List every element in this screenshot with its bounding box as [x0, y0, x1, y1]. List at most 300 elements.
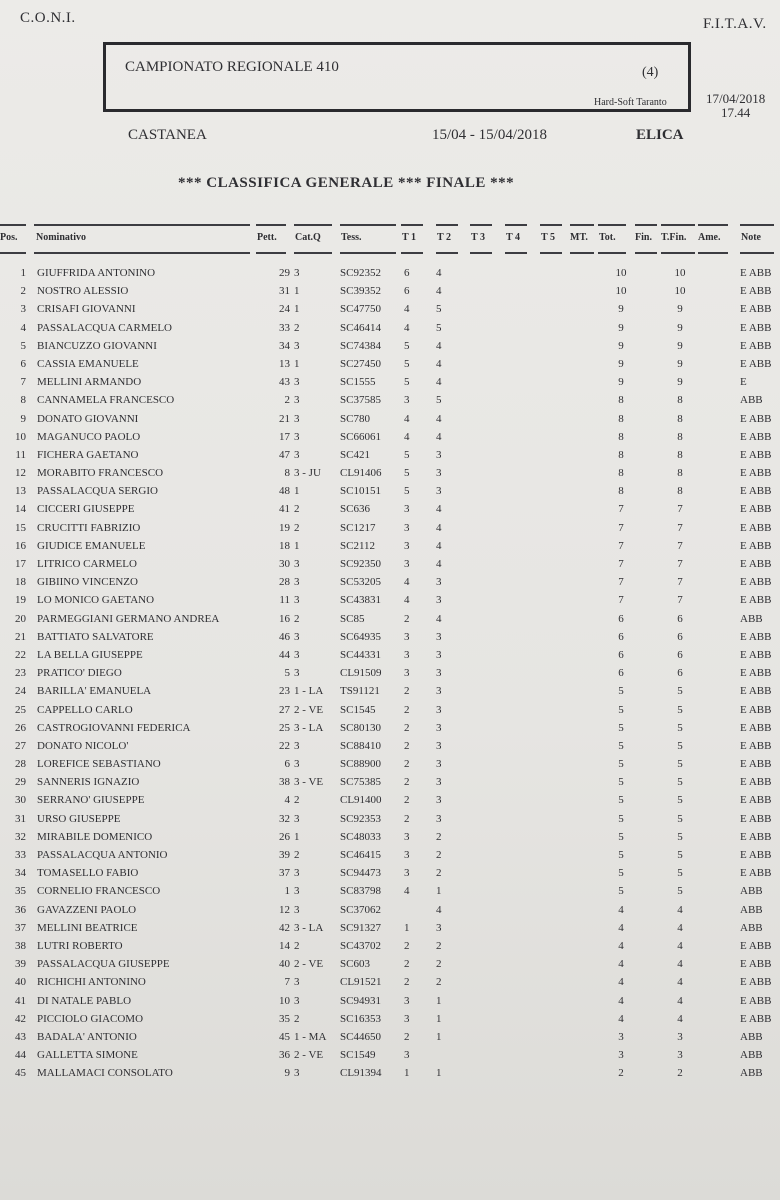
row-bib: 6	[284, 758, 290, 771]
results-table	[0, 264, 780, 1082]
row-position: 9	[20, 412, 26, 425]
row-t1: 2	[404, 939, 410, 952]
table-row	[0, 1064, 780, 1082]
row-bib: 10	[279, 994, 290, 1007]
row-bib: 22	[279, 739, 290, 752]
row-category: 3	[294, 667, 300, 680]
row-t1: 2	[404, 794, 410, 807]
row-bib: 32	[279, 812, 290, 825]
row-final-total: 4	[677, 958, 683, 971]
col-note: Note	[741, 232, 761, 243]
row-t1: 2	[404, 812, 410, 825]
row-license: SC16353	[340, 1012, 381, 1025]
row-name: DI NATALE PABLO	[37, 994, 132, 1007]
row-final-total: 8	[677, 394, 683, 407]
row-note: E ABB	[740, 485, 772, 498]
row-name: CASTROGIOVANNI FEDERICA	[37, 721, 191, 734]
row-note: E ABB	[740, 758, 772, 771]
print-timestamp	[706, 92, 765, 120]
row-category: 3	[294, 267, 300, 279]
row-bib: 2	[284, 394, 290, 407]
row-total: 10	[615, 285, 627, 298]
row-license: TS91121	[340, 685, 380, 698]
table-row	[0, 992, 780, 1010]
row-t2: 1	[436, 994, 442, 1007]
row-name: CICCERI GIUSEPPE	[37, 503, 135, 516]
row-category: 3	[294, 648, 300, 661]
row-bib: 41	[279, 503, 290, 516]
rule-top	[294, 224, 332, 226]
row-position: 43	[15, 1030, 26, 1043]
row-final-total: 5	[677, 885, 683, 898]
row-t2: 3	[436, 448, 442, 461]
row-name: GALLETTA SIMONE	[37, 1049, 138, 1062]
row-position: 18	[15, 576, 26, 589]
rule-bottom	[661, 252, 695, 254]
row-final-total: 9	[677, 303, 683, 316]
rule-bottom	[635, 252, 657, 254]
row-t1: 3	[404, 1049, 410, 1062]
row-bib: 12	[279, 903, 290, 916]
row-total: 9	[618, 339, 624, 352]
row-t1: 5	[404, 339, 410, 352]
row-note: ABB	[740, 903, 763, 916]
row-category: 3	[294, 1067, 300, 1080]
row-bib: 33	[279, 321, 290, 334]
date-range: 15/04 - 15/04/2018	[432, 127, 547, 143]
table-row	[0, 282, 780, 300]
row-license: SC92350	[340, 558, 381, 570]
row-position: 11	[15, 448, 26, 461]
rule-bottom	[436, 252, 458, 254]
row-t1: 4	[404, 303, 410, 316]
row-position: 21	[15, 630, 26, 643]
row-name: CANNAMELA FRANCESCO	[37, 394, 175, 407]
row-t1: 3	[404, 994, 410, 1007]
table-row	[0, 955, 780, 973]
row-license: SC94931	[340, 994, 381, 1007]
table-row	[0, 337, 780, 355]
row-name: MAGANUCO PAOLO	[37, 430, 141, 443]
row-license: SC1555	[340, 376, 376, 389]
row-total: 7	[618, 594, 624, 607]
row-t1: 4	[404, 576, 410, 589]
table-row	[0, 919, 780, 937]
row-position: 20	[15, 612, 26, 625]
row-final-total: 8	[677, 430, 683, 443]
row-final-total: 9	[677, 376, 683, 389]
row-total: 4	[618, 903, 624, 916]
table-row	[0, 300, 780, 318]
table-row	[0, 937, 780, 955]
row-total: 6	[618, 667, 624, 680]
row-license: SC91327	[340, 921, 381, 934]
row-license: SC27450	[340, 357, 381, 370]
row-final-total: 6	[677, 667, 683, 680]
row-license: SC10151	[340, 485, 381, 498]
row-total: 5	[618, 685, 624, 698]
col-mt: MT.	[570, 232, 588, 243]
row-t1: 4	[404, 321, 410, 334]
row-final-total: 5	[677, 776, 683, 789]
rule-bottom	[698, 252, 728, 254]
row-license: SC64935	[340, 630, 381, 643]
rule-top	[661, 224, 695, 226]
row-category: 2	[294, 521, 300, 534]
row-note: E ABB	[740, 976, 772, 989]
row-license: SC75385	[340, 776, 381, 789]
row-position: 8	[20, 394, 26, 407]
row-name: MELLINI ARMANDO	[37, 376, 142, 389]
row-final-total: 8	[677, 485, 683, 498]
row-total: 4	[618, 994, 624, 1007]
row-license: SC85	[340, 612, 365, 625]
row-name: PASSALACQUA CARMELO	[37, 321, 172, 334]
row-position: 7	[20, 376, 26, 389]
row-bib: 40	[279, 958, 290, 971]
row-note: E ABB	[740, 939, 772, 952]
row-position: 6	[20, 357, 26, 370]
table-row	[0, 882, 780, 900]
row-category: 3	[294, 903, 300, 916]
table-row	[0, 555, 780, 573]
row-name: TOMASELLO FABIO	[37, 867, 139, 880]
row-final-total: 5	[677, 812, 683, 825]
row-bib: 16	[279, 612, 290, 625]
row-note: E ABB	[740, 830, 772, 843]
row-license: CL91400	[340, 794, 382, 807]
row-position: 22	[15, 648, 26, 661]
row-final-total: 7	[677, 521, 683, 534]
row-position: 5	[20, 339, 26, 352]
row-final-total: 5	[677, 739, 683, 752]
rule-bottom	[598, 252, 626, 254]
rule-bottom	[470, 252, 492, 254]
row-note: E ABB	[740, 521, 772, 534]
row-category: 3	[294, 994, 300, 1007]
table-row	[0, 319, 780, 337]
row-total: 9	[618, 303, 624, 316]
row-final-total: 5	[677, 849, 683, 861]
col-t3: T 3	[471, 232, 485, 243]
row-t2: 2	[436, 976, 442, 989]
row-name: LUTRI ROBERTO	[37, 939, 123, 952]
col-name: Nominativo	[36, 232, 86, 243]
row-position: 15	[15, 521, 26, 534]
row-total: 9	[618, 321, 624, 334]
row-final-total: 9	[677, 357, 683, 370]
software-credit: Hard-Soft Taranto	[594, 97, 667, 108]
row-note: ABB	[740, 1049, 763, 1062]
row-total: 7	[618, 576, 624, 589]
row-t2: 4	[436, 412, 442, 425]
row-note: E ABB	[740, 430, 772, 443]
row-category: 1	[294, 539, 300, 552]
row-note: ABB	[740, 921, 763, 934]
row-position: 34	[15, 867, 26, 880]
row-bib: 17	[279, 430, 290, 443]
row-name: LITRICO CARMELO	[37, 558, 137, 570]
row-category: 2 - VE	[294, 703, 324, 716]
row-name: GIUDICE EMANUELE	[37, 539, 146, 552]
row-t2: 4	[436, 430, 442, 443]
row-t2: 3	[436, 485, 442, 498]
table-row	[0, 773, 780, 791]
row-total: 7	[618, 539, 624, 552]
row-total: 2	[618, 1067, 624, 1080]
row-category: 3	[294, 394, 300, 407]
rule-bottom	[570, 252, 594, 254]
championship-title: CAMPIONATO REGIONALE 410	[125, 59, 339, 75]
row-t2: 3	[436, 758, 442, 771]
rule-top	[340, 224, 396, 226]
row-t1: 2	[404, 758, 410, 771]
row-final-total: 4	[677, 903, 683, 916]
row-name: FICHERA GAETANO	[37, 448, 139, 461]
row-position: 17	[15, 558, 26, 570]
table-row	[0, 482, 780, 500]
row-name: CRISAFI GIOVANNI	[37, 303, 136, 316]
row-note: E ABB	[740, 339, 772, 352]
row-license: SC46415	[340, 849, 381, 861]
row-total: 8	[618, 394, 624, 407]
rule-bottom	[740, 252, 774, 254]
table-row	[0, 864, 780, 882]
row-category: 3 - LA	[294, 721, 324, 734]
row-bib: 35	[279, 1012, 290, 1025]
row-bib: 46	[279, 630, 290, 643]
row-total: 3	[618, 1049, 624, 1062]
row-bib: 14	[279, 939, 290, 952]
row-category: 2	[294, 503, 300, 516]
row-t1: 4	[404, 885, 410, 898]
print-date: 17/04/2018	[706, 91, 766, 106]
rule-bottom	[0, 252, 26, 254]
row-t1: 3	[404, 630, 410, 643]
row-note: E ABB	[740, 794, 772, 807]
row-license: SC88900	[340, 758, 381, 771]
row-license: SC92352	[340, 267, 381, 279]
row-t1: 2	[404, 703, 410, 716]
row-note: E ABB	[740, 467, 772, 480]
row-category: 2	[294, 794, 300, 807]
row-t2: 3	[436, 794, 442, 807]
row-name: LO MONICO GAETANO	[37, 594, 155, 607]
rule-top	[256, 224, 286, 226]
row-final-total: 5	[677, 721, 683, 734]
row-t1: 3	[404, 648, 410, 661]
row-license: SC37585	[340, 394, 381, 407]
row-total: 5	[618, 703, 624, 716]
row-name: GIUFFRIDA ANTONINO	[37, 267, 156, 279]
row-position: 32	[15, 830, 26, 843]
row-final-total: 5	[677, 685, 683, 698]
row-bib: 9	[284, 1067, 290, 1080]
table-row	[0, 701, 780, 719]
table-row	[0, 719, 780, 737]
row-bib: 42	[279, 921, 290, 934]
row-name: BATTIATO SALVATORE	[37, 630, 154, 643]
row-total: 5	[618, 721, 624, 734]
row-t2: 1	[436, 885, 442, 898]
row-category: 3	[294, 594, 300, 607]
row-bib: 19	[279, 521, 290, 534]
row-license: SC43702	[340, 939, 381, 952]
col-t4: T 4	[506, 232, 520, 243]
row-license: CL91394	[340, 1067, 382, 1080]
col-t1: T 1	[402, 232, 416, 243]
row-license: SC1545	[340, 703, 376, 716]
row-t1: 5	[404, 376, 410, 389]
row-category: 2 - VE	[294, 958, 324, 971]
row-license: CL91509	[340, 667, 382, 680]
row-total: 5	[618, 867, 624, 880]
row-bib: 47	[279, 448, 290, 461]
row-category: 3	[294, 558, 300, 570]
row-position: 12	[15, 467, 26, 480]
row-category: 3	[294, 976, 300, 989]
table-row	[0, 464, 780, 482]
table-row	[0, 573, 780, 591]
row-category: 1	[294, 285, 300, 298]
row-category: 3	[294, 739, 300, 752]
row-note: E	[740, 376, 747, 389]
row-note: E ABB	[740, 412, 772, 425]
row-t1: 3	[404, 830, 410, 843]
row-t1: 4	[404, 430, 410, 443]
row-final-total: 5	[677, 703, 683, 716]
row-t1: 5	[404, 357, 410, 370]
row-note: E ABB	[740, 867, 772, 880]
row-t2: 1	[436, 1012, 442, 1025]
row-license: SC44331	[340, 648, 381, 661]
row-name: PICCIOLO GIACOMO	[37, 1012, 144, 1025]
row-t2: 3	[436, 721, 442, 734]
row-t2: 4	[436, 357, 442, 370]
row-t2: 2	[436, 958, 442, 971]
row-note: E ABB	[740, 776, 772, 789]
row-category: 2	[294, 849, 300, 861]
row-category: 1	[294, 830, 300, 843]
row-final-total: 3	[677, 1049, 683, 1062]
row-note: E ABB	[740, 994, 772, 1007]
row-final-total: 5	[677, 867, 683, 880]
row-total: 5	[618, 849, 624, 861]
row-position: 3	[20, 303, 26, 316]
row-name: PASSALACQUA GIUSEPPE	[37, 958, 170, 971]
row-position: 35	[15, 885, 26, 898]
row-note: E ABB	[740, 594, 772, 607]
col-pos: Pos.	[0, 232, 18, 243]
row-t2: 3	[436, 685, 442, 698]
row-bib: 11	[279, 594, 290, 607]
row-t1: 5	[404, 467, 410, 480]
row-bib: 43	[279, 376, 290, 389]
table-row	[0, 791, 780, 809]
row-category: 2 - VE	[294, 1049, 324, 1062]
row-name: PASSALACQUA SERGIO	[37, 485, 158, 498]
row-name: MELLINI BEATRICE	[37, 921, 138, 934]
row-category: 3	[294, 412, 300, 425]
row-position: 4	[20, 321, 26, 334]
row-bib: 37	[279, 867, 290, 880]
row-note: E ABB	[740, 267, 772, 279]
row-name: CASSIA EMANUELE	[37, 357, 139, 370]
row-t2: 4	[436, 521, 442, 534]
row-license: SC1549	[340, 1049, 376, 1062]
row-name: MIRABILE DOMENICO	[37, 830, 153, 843]
row-bib: 4	[284, 794, 290, 807]
row-note: ABB	[740, 1067, 763, 1080]
row-bib: 28	[279, 576, 290, 589]
row-license: SC780	[340, 412, 370, 425]
row-license: SC421	[340, 448, 370, 461]
row-license: SC92353	[340, 812, 381, 825]
row-total: 4	[618, 921, 624, 934]
row-position: 37	[15, 921, 26, 934]
table-row	[0, 1010, 780, 1028]
row-note: E ABB	[740, 703, 772, 716]
table-row	[0, 846, 780, 864]
row-license: SC37062	[340, 903, 381, 916]
row-note: E ABB	[740, 685, 772, 698]
row-category: 2	[294, 1012, 300, 1025]
row-t1: 4	[404, 594, 410, 607]
rule-bottom	[540, 252, 562, 254]
row-final-total: 6	[677, 630, 683, 643]
row-total: 7	[618, 503, 624, 516]
rule-top	[540, 224, 562, 226]
row-license: SC53205	[340, 576, 381, 589]
row-total: 4	[618, 976, 624, 989]
row-license: CL91521	[340, 976, 382, 989]
row-license: SC46414	[340, 321, 381, 334]
row-category: 2	[294, 939, 300, 952]
row-t2: 1	[436, 1067, 442, 1080]
row-bib: 31	[279, 285, 290, 298]
row-position: 28	[15, 758, 26, 771]
row-t2: 5	[436, 321, 442, 334]
row-position: 24	[15, 685, 26, 698]
row-position: 16	[15, 539, 26, 552]
row-t1: 3	[404, 867, 410, 880]
row-bib: 13	[279, 357, 290, 370]
row-license: CL91406	[340, 467, 382, 480]
row-bib: 25	[279, 721, 290, 734]
row-final-total: 6	[677, 612, 683, 625]
row-license: SC66061	[340, 430, 381, 443]
table-row	[0, 973, 780, 991]
row-total: 5	[618, 776, 624, 789]
row-t1: 3	[404, 521, 410, 534]
row-total: 9	[618, 376, 624, 389]
row-note: ABB	[740, 885, 763, 898]
row-total: 4	[618, 958, 624, 971]
row-final-total: 8	[677, 448, 683, 461]
col-pett: Pett.	[257, 232, 277, 243]
table-row	[0, 901, 780, 919]
row-name: LOREFICE SEBASTIANO	[37, 758, 161, 771]
row-bib: 5	[284, 667, 290, 680]
row-category: 3	[294, 630, 300, 643]
row-category: 2	[294, 321, 300, 334]
row-final-total: 9	[677, 339, 683, 352]
row-category: 3	[294, 376, 300, 389]
table-row	[0, 810, 780, 828]
row-t2: 5	[436, 394, 442, 407]
row-t1: 2	[404, 612, 410, 625]
row-note: E ABB	[740, 503, 772, 516]
